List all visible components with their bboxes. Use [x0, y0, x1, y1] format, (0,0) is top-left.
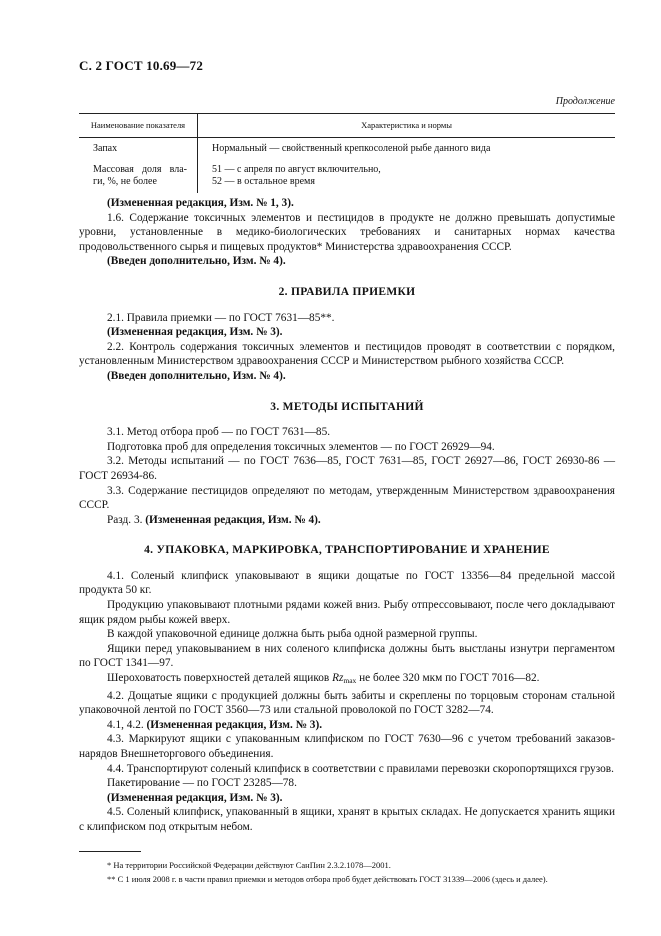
text-run: Шероховатость поверхностей деталей ящиков: [107, 672, 330, 685]
paragraph: 4.4. Транспортируют соленый клипфиск в соответствии с правилами перевозки скоропортящихся грузов.: [107, 762, 614, 775]
amendment-note: (Измененная редакция, Изм. № 3).: [146, 718, 323, 731]
spec-table: [79, 113, 615, 193]
table-cell-value: Нормальный — свойственный крепкосоленой рыбе данного вида: [212, 143, 491, 155]
paragraph: Подготовка проб для определения токсичных элементов — по ГОСТ 26929—94.: [107, 440, 495, 453]
paragraph: 4.5. Соленый клипфиск, упакованный в ящики, хранят в крытых складах. Не допускается хранить ящики с клипфиском под открытым небом.: [79, 806, 615, 833]
table-cell-value-line: 51 — с апреля по август включительно,: [212, 163, 381, 175]
paragraph: Ящики перед упаковыванием в них соленого клипфиска должны быть выстланы изнутри пергаментом по ГОСТ 1341—97.: [79, 642, 615, 670]
amendment-note: (Введен дополнительно, Изм. № 4).: [107, 255, 286, 268]
paragraph: Пакетирование — по ГОСТ 23285—78.: [107, 777, 297, 790]
table-cell-name: Запах: [79, 138, 198, 158]
amendment-note: (Измененная редакция, Изм. № 4).: [145, 513, 321, 526]
roughness-subscript: max: [343, 676, 357, 686]
col-header-norms: Характеристика и нормы: [198, 114, 616, 138]
table-row: [79, 158, 615, 193]
footnote-divider: [79, 851, 141, 852]
section-ref: Разд. 3.: [107, 513, 143, 526]
table-cell-name: Массовая доля вла-ги, %, не более: [79, 158, 198, 193]
paragraph: Продукцию упаковывают плотными рядами кожей вниз. Рыбу отпрессовывают, после чего докладывают ящик рядом рыбы кожей вверх.: [79, 599, 615, 626]
paragraph: 2.2. Контроль содержания токсичных элементов и пестицидов проводят в соответствии с порядком, установленным Министерством здравоохранения СССР и Министерством рыбного хозяйства СССР.: [79, 340, 615, 368]
document-body: [79, 196, 615, 886]
table-row: [79, 138, 615, 158]
paragraph: В каждой упаковочной единице должна быть рыба одной размерной группы.: [107, 628, 478, 641]
paragraph: 3.1. Метод отбора проб — по ГОСТ 7631—85.: [107, 426, 331, 439]
paragraph: 4.2. Дощатые ящики с продукцией должны быть забиты и скреплены по торцовым сторонам стальной упаковочной лентой по ГОСТ 3560—73 или стальной проволокой по ГОСТ 3282—74.: [79, 689, 615, 717]
paragraph: 3.3. Содержание пестицидов определяют по методам, утвержденным Министерством здравоохранения СССР.: [79, 484, 615, 512]
paragraph: 2.1. Правила приемки — по ГОСТ 7631—85**.: [107, 311, 335, 324]
paragraph: 1.6. Содержание токсичных элементов и пестицидов в продукте не должно превышать допустимые уровни, установленные в медико-биологических требованиях и санитарных нормах качества продовольственного сырья и пищевых продуктов* Министерства здравоохранения СССР.: [79, 211, 615, 253]
paragraph: [79, 513, 615, 528]
amendment-note: (Измененная редакция, Изм. № 1, 3).: [107, 197, 294, 209]
continuation-label: Продолжение: [555, 96, 615, 107]
amendment-note: (Введен дополнительно, Изм. № 4).: [107, 369, 286, 382]
roughness-symbol: Rz: [332, 672, 344, 685]
table-cell-value: [198, 158, 616, 193]
col-header-indicator: Наименование показателя: [79, 114, 198, 138]
footnote: ** С 1 июля 2008 г. в части правил приемки и методов отбора проб будет действовать ГОСТ 31339—2006 (здесь и далее).: [107, 873, 548, 884]
table-cell-value-line: 52 — в остальное время: [212, 176, 315, 188]
section-ref: 4.1, 4.2.: [107, 718, 144, 731]
page-header: С. 2 ГОСТ 10.69—72: [79, 58, 204, 73]
paragraph: 4.1. Соленый клипфиск упаковывают в ящики дощатые по ГОСТ 13356—84 предельной массой продукта 50 кг.: [79, 569, 615, 597]
text-run: не более 320 мкм по ГОСТ 7016—82.: [359, 672, 540, 685]
footnote: * На территории Российской Федерации действуют СанПин 2.3.2.1078—2001.: [107, 859, 391, 870]
table-header-row: [79, 114, 615, 138]
section-title: 4. УПАКОВКА, МАРКИРОВКА, ТРАНСПОРТИРОВАНИЕ И ХРАНЕНИЕ: [144, 544, 550, 557]
paragraph: [79, 671, 615, 689]
amendment-note: (Измененная редакция, Изм. № 3).: [107, 326, 283, 339]
amendment-note: (Измененная редакция, Изм. № 3).: [107, 791, 283, 804]
paragraph: [79, 718, 615, 733]
section-title: 3. МЕТОДЫ ИСПЫТАНИЙ: [270, 400, 424, 413]
paragraph: 3.2. Методы испытаний — по ГОСТ 7636—85, ГОСТ 7631—85, ГОСТ 26927—86, ГОСТ 26930-86 — ГОСТ 26934-86.: [79, 455, 615, 482]
section-title: 2. ПРАВИЛА ПРИЕМКИ: [278, 285, 416, 298]
paragraph: 4.3. Маркируют ящики с упакованным клипфиском по ГОСТ 7630—96 с учетом требований заказов-нарядов Внешнеторгового объединения.: [79, 733, 615, 760]
